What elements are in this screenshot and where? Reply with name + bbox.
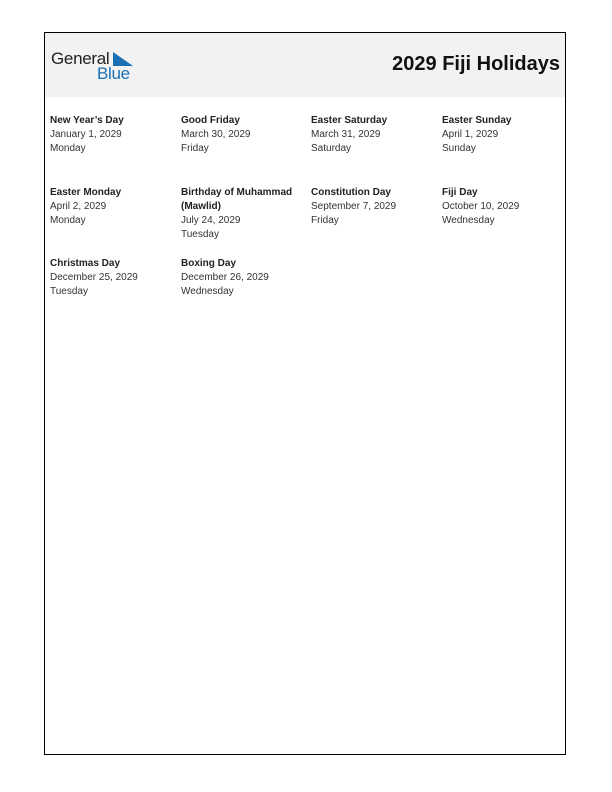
holiday-name: Easter Monday — [50, 187, 122, 198]
holiday-weekday: Tuesday — [50, 286, 88, 297]
holiday-name: Fiji Day — [442, 187, 478, 198]
holiday-date: October 10, 2029 — [442, 201, 520, 212]
holiday-name: Constitution Day — [311, 187, 391, 198]
holiday-name: Christmas Day — [50, 258, 121, 269]
holiday-weekday: Monday — [50, 143, 86, 154]
holiday-date: December 26, 2029 — [181, 272, 269, 283]
holiday-item — [181, 257, 307, 299]
calendar-page — [44, 32, 566, 755]
holiday-name: Easter Saturday — [311, 115, 388, 126]
holiday-item — [181, 186, 301, 242]
holiday-name: Easter Sunday — [442, 115, 512, 126]
holiday-name: Boxing Day — [181, 258, 237, 269]
holiday-name: Birthday of Muhammad (Mawlid) — [181, 187, 293, 212]
holiday-item — [50, 186, 176, 228]
holiday-item — [181, 114, 307, 156]
page-title: 2029 Fiji Holidays — [392, 53, 560, 75]
holiday-weekday: Friday — [181, 143, 209, 154]
holiday-date: April 1, 2029 — [442, 129, 499, 140]
holiday-date: September 7, 2029 — [311, 201, 397, 212]
holiday-item — [442, 114, 568, 156]
holiday-name: Good Friday — [181, 115, 240, 126]
holiday-date: March 30, 2029 — [181, 129, 251, 140]
holiday-item — [50, 114, 176, 156]
holiday-item — [50, 257, 176, 299]
holiday-name: New Year’s Day — [50, 115, 124, 126]
holiday-weekday: Monday — [50, 215, 86, 226]
holiday-item — [311, 186, 437, 228]
logo-general-text: General — [51, 49, 110, 68]
holiday-date: December 25, 2029 — [50, 272, 138, 283]
generalblue-logo — [51, 49, 141, 83]
holiday-item — [311, 114, 437, 156]
holiday-weekday: Sunday — [442, 143, 476, 154]
holiday-weekday: Wednesday — [181, 286, 234, 297]
holiday-weekday: Friday — [311, 215, 339, 226]
holiday-item — [442, 186, 568, 228]
holiday-date: March 31, 2029 — [311, 129, 381, 140]
holiday-date: July 24, 2029 — [181, 215, 241, 226]
holiday-date: January 1, 2029 — [50, 129, 122, 140]
holiday-date: April 2, 2029 — [50, 201, 107, 212]
logo-blue-text: Blue — [97, 64, 130, 83]
page-header — [45, 33, 565, 97]
holiday-weekday: Tuesday — [181, 229, 219, 240]
holiday-weekday: Saturday — [311, 143, 352, 154]
holiday-weekday: Wednesday — [442, 215, 495, 226]
